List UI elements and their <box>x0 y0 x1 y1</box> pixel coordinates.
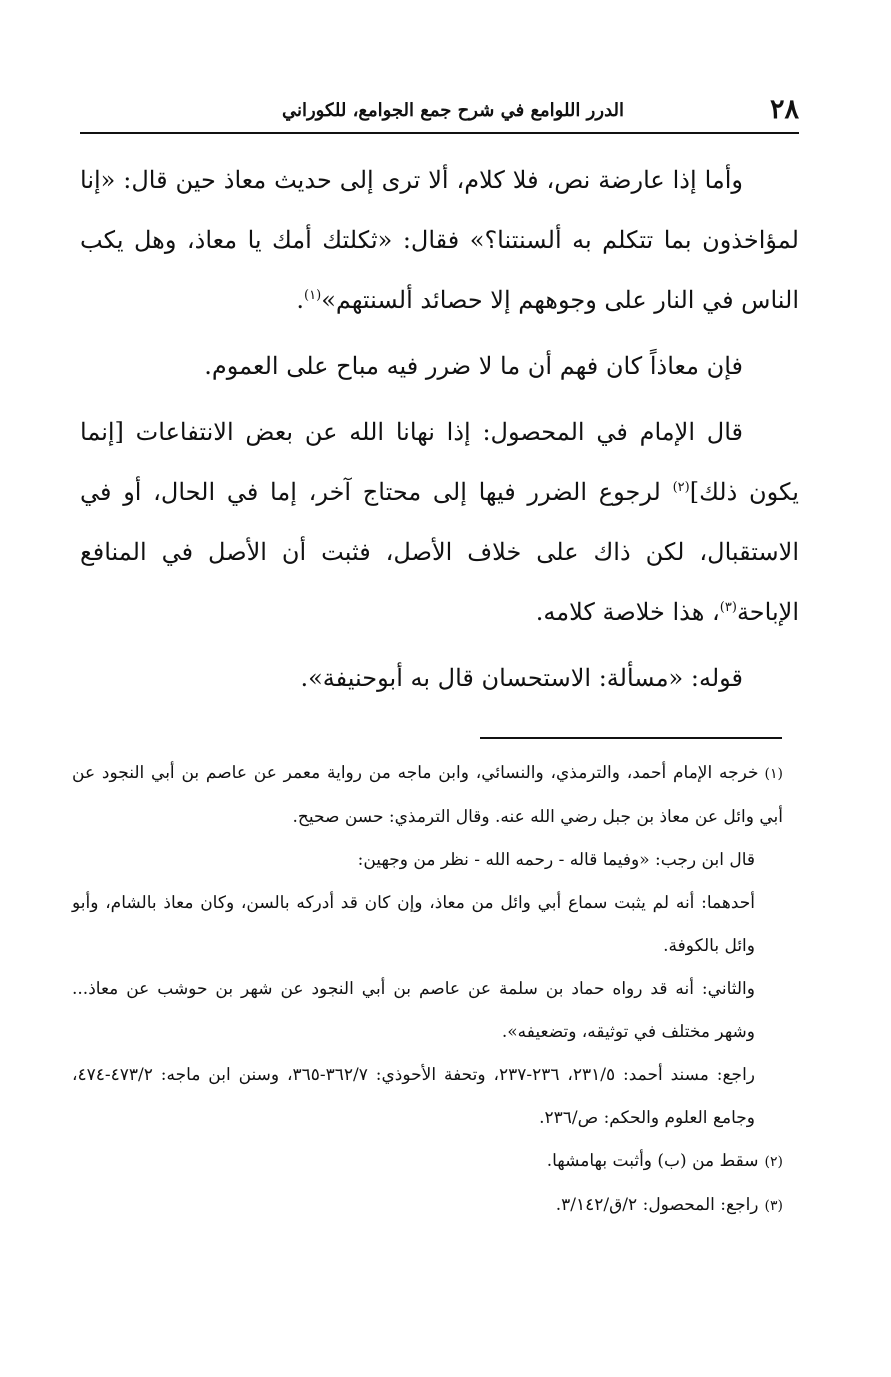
paragraph-muadh: فإن معاذاً كان فهم أن ما لا ضرر فيه مباح على العموم. <box>204 352 743 380</box>
footnotes <box>72 752 783 1228</box>
footnote-2 <box>72 1140 783 1184</box>
running-title: الدرر اللوامع في شرح جمع الجوامع، للكوراني <box>281 100 624 121</box>
paragraph-mahsul-text-a: قال الإمام في المحصول: إذا نهانا الله عن بعض الانتفاعات [إنما يكون ذلك] <box>80 418 799 506</box>
footnote-divider <box>480 737 782 739</box>
paragraph-istihsan: قوله: «مسألة: الاستحسان قال به أبوحنيفة». <box>300 664 743 692</box>
footnote-2-number: (٢) <box>764 1154 783 1170</box>
footnote-3-number: (٣) <box>764 1198 783 1214</box>
main-text <box>80 150 799 708</box>
paragraph-hadith <box>80 150 799 330</box>
footnote-1 <box>72 752 783 839</box>
footnote-3 <box>72 1184 783 1228</box>
footnote-2-text: سقط من (ب) وأثبت بهامشها. <box>546 1151 759 1171</box>
paragraph-hadith-end: . <box>296 286 305 314</box>
footnote-ref-2: (٢) <box>672 480 690 495</box>
page-number: ٢٨ <box>769 94 799 125</box>
footnote-1-first-reason: أحدهما: أنه لم يثبت سماع أبي وائل من معاذ، وإن كان قد أدركه بالسن، وكان معاذ بالشام، وأبو وائل بالكوفة. <box>72 893 755 956</box>
page-header <box>80 92 799 134</box>
footnote-ref-1: (١) <box>304 288 322 303</box>
footnote-3-text: راجع: المحصول: ٢/ق/٣/١٤٢. <box>555 1195 759 1215</box>
paragraph-mahsul-text-b: لرجوع الضرر فيها إلى محتاج آخر، إما في الحال، أو في الاستقبال، لكن ذاك على خلاف الأصل، فثبت أن الأصل في المنافع الإباحة <box>80 478 799 626</box>
footnote-ref-3: (٣) <box>719 600 737 615</box>
footnote-1-text: خرجه الإمام أحمد، والترمذي، والنسائي، وابن ماجه من رواية معمر عن عاصم بن أبي النجود عن أبي وائل عن معاذ بن جبل رضي الله عنه. وقال الترمذي: حسن صحيح. <box>72 763 783 827</box>
paragraph-mahsul <box>80 402 799 642</box>
paragraph-mahsul-text-c: ، هذا خلاصة كلامه. <box>535 598 720 626</box>
footnote-1-ibn-rajab: قال ابن رجب: «وفيما قاله - رحمه الله - نظر من وجهين: <box>357 850 755 870</box>
footnote-1-number: (١) <box>764 766 783 782</box>
footnote-1-second-reason: والثاني: أنه قد رواه حماد بن سلمة عن عاصم بن أبي النجود عن شهر بن حوشب عن معاذ... وشهر مختلف في توثيقه، وتضعيفه». <box>72 979 755 1042</box>
paragraph-hadith-text: وأما إذا عارضة نص، فلا كلام، ألا ترى إلى حديث معاذ حين قال: «إنا لمؤاخذون بما تتكلم به ألسنتنا؟» فقال: «ثكلتك أمك يا معاذ، وهل يكب الناس في النار على وجوههم إلا حصائد ألسنتهم» <box>80 166 799 314</box>
footnote-1-references: راجع: مسند أحمد: ٢٣١/٥، ٢٣٦-٢٣٧، وتحفة الأحوذي: ٣٦٢/٧-٣٦٥، وسنن ابن ماجه: ٤٧٣/٢-٤٧٤، وجامع العلوم والحكم: ص/٢٣٦. <box>72 1065 755 1128</box>
